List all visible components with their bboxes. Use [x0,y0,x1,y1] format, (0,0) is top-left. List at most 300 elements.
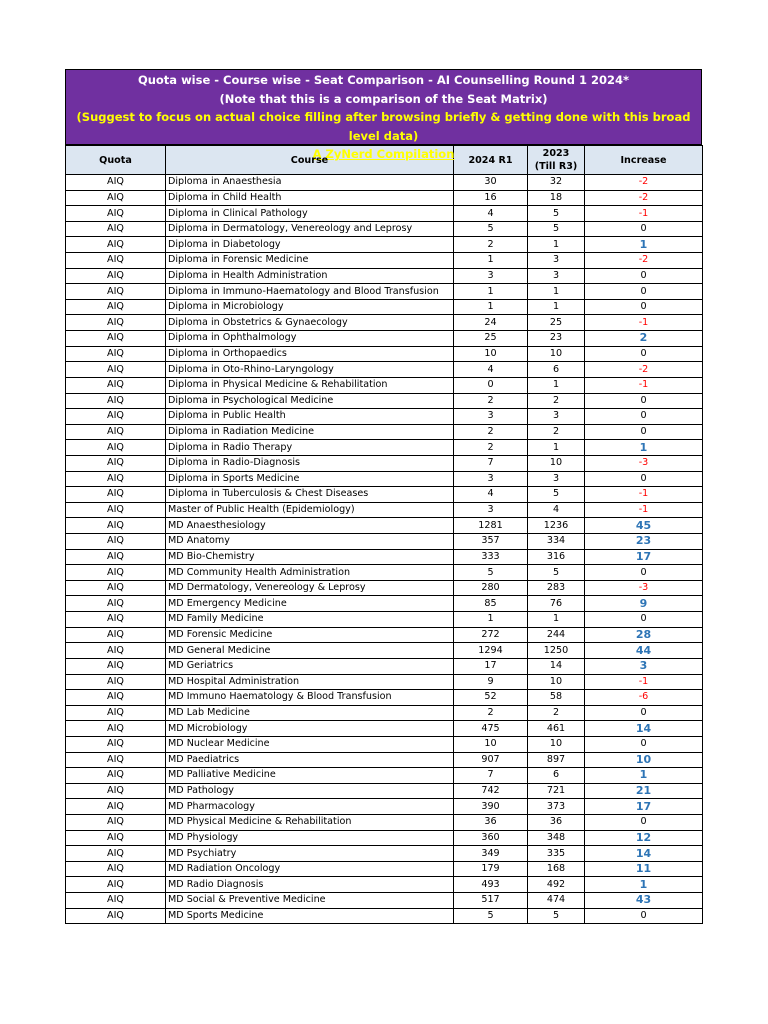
increase-cell: -2 [585,190,703,206]
quota-cell: AIQ [66,346,166,362]
r1-2024-cell: 3 [454,502,528,518]
increase-cell: 1 [585,768,703,784]
r1-2024-cell: 9 [454,674,528,690]
course-cell: MD Hospital Administration [166,674,454,690]
y2023-cell: 168 [528,861,585,877]
y2023-cell: 1 [528,299,585,315]
quota-cell: AIQ [66,893,166,909]
quota-cell: AIQ [66,190,166,206]
r1-2024-column-header: 2024 R1 [454,146,528,175]
quota-cell: AIQ [66,721,166,737]
r1-2024-cell: 2 [454,237,528,253]
increase-cell: 1 [585,440,703,456]
table-row [66,565,703,581]
increase-cell: -1 [585,377,703,393]
course-cell: MD Radiation Oncology [166,861,454,877]
y2023-cell: 1 [528,440,585,456]
y2023-cell: 5 [528,221,585,237]
table-body [66,175,703,924]
quota-cell: AIQ [66,409,166,425]
quota-cell: AIQ [66,393,166,409]
y2023-cell: 492 [528,877,585,893]
course-cell: MD Pathology [166,783,454,799]
increase-cell: 0 [585,424,703,440]
table-row [66,596,703,612]
quota-cell: AIQ [66,908,166,924]
increase-cell: 23 [585,534,703,550]
quota-cell: AIQ [66,861,166,877]
r1-2024-cell: 10 [454,736,528,752]
r1-2024-cell: 4 [454,487,528,503]
y2023-header-year: 2023 [542,148,570,159]
r1-2024-cell: 333 [454,549,528,565]
r1-2024-cell: 179 [454,861,528,877]
course-cell: Diploma in Public Health [166,409,454,425]
table-row [66,893,703,909]
quota-cell: AIQ [66,830,166,846]
increase-cell: -1 [585,206,703,222]
quota-cell: AIQ [66,518,166,534]
increase-cell: 17 [585,799,703,815]
r1-2024-cell: 742 [454,783,528,799]
increase-cell: -1 [585,674,703,690]
table-row [66,534,703,550]
table-row [66,331,703,347]
course-cell: Diploma in Psychological Medicine [166,393,454,409]
table-row [66,502,703,518]
y2023-cell: 23 [528,331,585,347]
table-row [66,846,703,862]
y2023-cell: 2 [528,705,585,721]
table-row [66,705,703,721]
course-cell: Diploma in Sports Medicine [166,471,454,487]
quota-cell: AIQ [66,612,166,628]
course-cell: MD Sports Medicine [166,908,454,924]
quota-cell: AIQ [66,206,166,222]
y2023-cell: 4 [528,502,585,518]
course-cell: MD Psychiatry [166,846,454,862]
course-cell: Diploma in Dermatology, Venereology and Leprosy [166,221,454,237]
quota-cell: AIQ [66,877,166,893]
quota-cell: AIQ [66,455,166,471]
y2023-header-round: (Till R3) [534,161,578,172]
course-cell: MD Geriatrics [166,658,454,674]
course-cell: Diploma in Clinical Pathology [166,206,454,222]
r1-2024-cell: 1294 [454,643,528,659]
quota-cell: AIQ [66,814,166,830]
r1-2024-cell: 25 [454,331,528,347]
y2023-cell: 334 [528,534,585,550]
r1-2024-cell: 349 [454,846,528,862]
table-row [66,175,703,191]
quota-cell: AIQ [66,705,166,721]
table-row [66,830,703,846]
y2023-cell: 6 [528,768,585,784]
increase-cell: -1 [585,315,703,331]
increase-cell: -2 [585,362,703,378]
increase-cell: 45 [585,518,703,534]
table-row [66,861,703,877]
course-cell: MD Microbiology [166,721,454,737]
course-cell: Diploma in Obstetrics & Gynaecology [166,315,454,331]
increase-cell: 0 [585,284,703,300]
r1-2024-cell: 5 [454,908,528,924]
compilation-credit: A ZyNerd Compilation [312,147,455,161]
y2023-cell: 2 [528,424,585,440]
course-cell: MD Emergency Medicine [166,596,454,612]
y2023-cell: 3 [528,471,585,487]
quota-cell: AIQ [66,549,166,565]
y2023-cell: 335 [528,846,585,862]
y2023-cell: 373 [528,799,585,815]
increase-cell: 0 [585,393,703,409]
course-cell: MD Community Health Administration [166,565,454,581]
increase-cell: 0 [585,814,703,830]
table-row [66,221,703,237]
y2023-cell: 3 [528,409,585,425]
course-cell: MD Social & Preventive Medicine [166,893,454,909]
table-row [66,877,703,893]
quota-cell: AIQ [66,424,166,440]
course-cell: Diploma in Radiation Medicine [166,424,454,440]
course-cell: MD Physiology [166,830,454,846]
y2023-cell: 5 [528,565,585,581]
y2023-cell: 1250 [528,643,585,659]
increase-cell: -2 [585,175,703,191]
increase-cell: 12 [585,830,703,846]
table-row [66,455,703,471]
table-row [66,658,703,674]
table-row [66,674,703,690]
table-row [66,736,703,752]
increase-cell: 0 [585,612,703,628]
course-cell: MD Paediatrics [166,752,454,768]
increase-cell: 1 [585,877,703,893]
increase-cell: 0 [585,299,703,315]
table-row [66,487,703,503]
note-line: (Note that this is a comparison of the Seat Matrix) [219,91,548,106]
course-cell: Diploma in Microbiology [166,299,454,315]
increase-cell: 0 [585,705,703,721]
table-row [66,424,703,440]
increase-cell: -3 [585,455,703,471]
table-row [66,409,703,425]
quota-cell: AIQ [66,502,166,518]
y2023-cell: 3 [528,253,585,269]
r1-2024-cell: 357 [454,534,528,550]
r1-2024-cell: 3 [454,409,528,425]
seat-comparison-table [65,145,703,924]
y2023-cell: 10 [528,455,585,471]
increase-column-header: Increase [585,146,703,175]
y2023-cell: 18 [528,190,585,206]
r1-2024-cell: 475 [454,721,528,737]
y2023-cell: 25 [528,315,585,331]
increase-cell: 2 [585,331,703,347]
y2023-cell: 244 [528,627,585,643]
course-cell: MD Anatomy [166,534,454,550]
table-row [66,268,703,284]
increase-cell: 0 [585,565,703,581]
increase-cell: 0 [585,908,703,924]
r1-2024-cell: 390 [454,799,528,815]
r1-2024-cell: 517 [454,893,528,909]
course-cell: Diploma in Ophthalmology [166,331,454,347]
quota-cell: AIQ [66,534,166,550]
r1-2024-cell: 4 [454,206,528,222]
quota-cell: AIQ [66,471,166,487]
increase-cell: 11 [585,861,703,877]
quota-cell: AIQ [66,643,166,659]
table-row [66,549,703,565]
r1-2024-cell: 2 [454,705,528,721]
course-cell: MD Palliative Medicine [166,768,454,784]
course-cell: Diploma in Health Administration [166,268,454,284]
y2023-cell: 3 [528,268,585,284]
y2023-cell: 6 [528,362,585,378]
increase-cell: 10 [585,752,703,768]
course-cell: MD Family Medicine [166,612,454,628]
table-row [66,627,703,643]
quota-cell: AIQ [66,799,166,815]
quota-cell: AIQ [66,580,166,596]
table-row [66,752,703,768]
table-row [66,612,703,628]
course-cell: Diploma in Physical Medicine & Rehabilitation [166,377,454,393]
increase-cell: 0 [585,221,703,237]
y2023-cell: 5 [528,908,585,924]
r1-2024-cell: 3 [454,268,528,284]
y2023-cell: 1 [528,377,585,393]
quota-cell: AIQ [66,221,166,237]
y2023-cell: 1 [528,612,585,628]
r1-2024-cell: 1 [454,253,528,269]
course-cell: MD General Medicine [166,643,454,659]
y2023-cell: 76 [528,596,585,612]
table-row [66,518,703,534]
table-row [66,908,703,924]
r1-2024-cell: 2 [454,424,528,440]
quota-cell: AIQ [66,783,166,799]
r1-2024-cell: 2 [454,440,528,456]
increase-cell: 0 [585,268,703,284]
y2023-cell: 36 [528,814,585,830]
r1-2024-cell: 1 [454,299,528,315]
quota-cell: AIQ [66,175,166,191]
table-row [66,814,703,830]
y2023-cell: 283 [528,580,585,596]
table-row [66,237,703,253]
y2023-cell: 348 [528,830,585,846]
r1-2024-cell: 30 [454,175,528,191]
y2023-cell: 58 [528,690,585,706]
course-cell: Diploma in Tuberculosis & Chest Diseases [166,487,454,503]
quota-cell: AIQ [66,237,166,253]
course-cell: Diploma in Child Health [166,190,454,206]
quota-cell: AIQ [66,565,166,581]
quota-cell: AIQ [66,736,166,752]
y2023-cell: 10 [528,736,585,752]
r1-2024-cell: 360 [454,830,528,846]
course-cell: MD Anaesthesiology [166,518,454,534]
quota-cell: AIQ [66,846,166,862]
y2023-cell: 5 [528,206,585,222]
r1-2024-cell: 272 [454,627,528,643]
y2023-cell: 14 [528,658,585,674]
quota-cell: AIQ [66,658,166,674]
r1-2024-cell: 0 [454,377,528,393]
course-cell: Diploma in Orthopaedics [166,346,454,362]
course-cell: MD Forensic Medicine [166,627,454,643]
title-line: Quota wise - Course wise - Seat Comparison - AI Counselling Round 1 2024* [137,73,630,87]
table-row [66,768,703,784]
r1-2024-cell: 3 [454,471,528,487]
course-cell: MD Radio Diagnosis [166,877,454,893]
quota-column-header: Quota [66,146,166,175]
table-row [66,783,703,799]
quota-cell: AIQ [66,315,166,331]
r1-2024-cell: 1 [454,612,528,628]
increase-cell: -6 [585,690,703,706]
course-cell: MD Lab Medicine [166,705,454,721]
course-cell: Diploma in Oto-Rhino-Laryngology [166,362,454,378]
course-cell: Diploma in Immuno-Haematology and Blood Transfusion [166,284,454,300]
quota-cell: AIQ [66,768,166,784]
r1-2024-cell: 16 [454,190,528,206]
quota-cell: AIQ [66,752,166,768]
y2023-cell: 316 [528,549,585,565]
increase-cell: 21 [585,783,703,799]
r1-2024-cell: 5 [454,221,528,237]
increase-cell: -3 [585,580,703,596]
course-cell: MD Nuclear Medicine [166,736,454,752]
table-row [66,471,703,487]
increase-cell: 3 [585,658,703,674]
course-cell: Diploma in Diabetology [166,237,454,253]
course-cell: MD Immuno Haematology & Blood Transfusion [166,690,454,706]
increase-cell: -1 [585,487,703,503]
y2023-cell: 5 [528,487,585,503]
r1-2024-cell: 907 [454,752,528,768]
table-row [66,253,703,269]
increase-cell: 9 [585,596,703,612]
table-row [66,299,703,315]
suggestion-line: (Suggest to focus on actual choice filling after browsing briefly & getting done with this broad level data) [76,110,691,143]
course-cell: MD Bio-Chemistry [166,549,454,565]
table-row [66,721,703,737]
course-cell: MD Physical Medicine & Rehabilitation [166,814,454,830]
r1-2024-cell: 1 [454,284,528,300]
table-row [66,440,703,456]
quota-cell: AIQ [66,299,166,315]
y2023-cell: 474 [528,893,585,909]
table-row [66,206,703,222]
r1-2024-cell: 85 [454,596,528,612]
course-cell: Diploma in Anaesthesia [166,175,454,191]
table-row [66,362,703,378]
r1-2024-cell: 36 [454,814,528,830]
y2023-cell: 32 [528,175,585,191]
increase-cell: 44 [585,643,703,659]
course-column-header: Course [166,146,454,175]
course-cell: Diploma in Radio Therapy [166,440,454,456]
course-cell: Diploma in Forensic Medicine [166,253,454,269]
quota-cell: AIQ [66,268,166,284]
y2023-cell: 1 [528,284,585,300]
increase-cell: 43 [585,893,703,909]
r1-2024-cell: 5 [454,565,528,581]
r1-2024-cell: 1281 [454,518,528,534]
table-row [66,643,703,659]
y2023-column-header [528,146,585,175]
table-row [66,393,703,409]
increase-cell: -2 [585,253,703,269]
table-row [66,315,703,331]
quota-cell: AIQ [66,440,166,456]
table-row [66,799,703,815]
increase-cell: 14 [585,721,703,737]
quota-cell: AIQ [66,253,166,269]
increase-cell: 0 [585,346,703,362]
increase-cell: -1 [585,502,703,518]
course-cell: Diploma in Radio-Diagnosis [166,455,454,471]
quota-cell: AIQ [66,487,166,503]
r1-2024-cell: 17 [454,658,528,674]
increase-cell: 28 [585,627,703,643]
y2023-cell: 897 [528,752,585,768]
quota-cell: AIQ [66,284,166,300]
quota-cell: AIQ [66,362,166,378]
increase-cell: 0 [585,471,703,487]
r1-2024-cell: 52 [454,690,528,706]
y2023-cell: 1236 [528,518,585,534]
y2023-cell: 10 [528,674,585,690]
increase-cell: 0 [585,736,703,752]
table-row [66,377,703,393]
table-row [66,580,703,596]
y2023-cell: 10 [528,346,585,362]
quota-cell: AIQ [66,331,166,347]
quota-cell: AIQ [66,690,166,706]
quota-cell: AIQ [66,596,166,612]
r1-2024-cell: 493 [454,877,528,893]
quota-cell: AIQ [66,674,166,690]
y2023-cell: 1 [528,237,585,253]
r1-2024-cell: 2 [454,393,528,409]
quota-cell: AIQ [66,627,166,643]
table-row [66,346,703,362]
course-cell: MD Dermatology, Venereology & Leprosy [166,580,454,596]
y2023-cell: 461 [528,721,585,737]
increase-cell: 17 [585,549,703,565]
table-row [66,190,703,206]
r1-2024-cell: 24 [454,315,528,331]
quota-cell: AIQ [66,377,166,393]
y2023-cell: 721 [528,783,585,799]
r1-2024-cell: 10 [454,346,528,362]
course-cell: MD Pharmacology [166,799,454,815]
increase-cell: 1 [585,237,703,253]
r1-2024-cell: 280 [454,580,528,596]
y2023-cell: 2 [528,393,585,409]
increase-cell: 14 [585,846,703,862]
r1-2024-cell: 4 [454,362,528,378]
r1-2024-cell: 7 [454,768,528,784]
course-cell: Master of Public Health (Epidemiology) [166,502,454,518]
table-row [66,690,703,706]
r1-2024-cell: 7 [454,455,528,471]
increase-cell: 0 [585,409,703,425]
